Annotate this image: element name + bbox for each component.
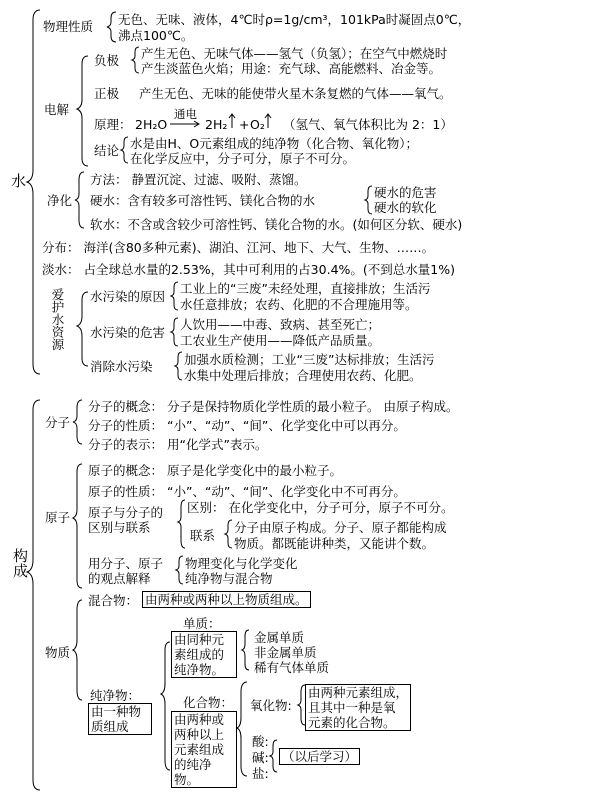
link-l2: 物质。都既能讲种类，又能讲个数。 xyxy=(234,536,435,551)
oxide-def-l1: 由两种元素组成， xyxy=(308,685,409,700)
brace-purify xyxy=(75,172,84,228)
pos-text: 产生无色、无味的能使带火星木条复燃的气体——氧气。 xyxy=(139,86,452,101)
brace-pure xyxy=(161,642,170,770)
compound-def-l1: 由两种或 xyxy=(174,712,225,727)
simple-def-box xyxy=(171,631,237,678)
brace-acid xyxy=(270,740,277,772)
atom-property: 原子的性质： “小”、“动”、“间”、化学变化中不可再分。 xyxy=(88,484,406,499)
brace-harm xyxy=(171,318,178,346)
phys-line2: 沸点100℃。 xyxy=(118,28,194,43)
conclusion-line2: 在化学反应中，分子可分，原子不可分。 xyxy=(130,151,356,166)
compound-def-box xyxy=(171,711,237,788)
principle-condition: 通电 xyxy=(174,107,197,121)
brace-hard xyxy=(365,186,372,214)
oxide-def-l3: 元素的化合物。 xyxy=(308,715,396,730)
atom-label: 原子 xyxy=(45,510,71,525)
brace-water xyxy=(27,10,40,374)
neg-line2: 产生淡蓝色火焰；用途：充气球、高能燃料、冶金等。 xyxy=(141,61,442,76)
purify-methods: 方法： 静置沉淀、过滤、吸附、蒸馏。 xyxy=(90,172,307,187)
base: 碱: xyxy=(252,750,269,765)
simple-kind-nonmetal: 非金属单质 xyxy=(254,645,317,660)
brace-oxide xyxy=(298,685,305,725)
brace-atom xyxy=(73,464,82,588)
harm-line2: 工农业生产使用——降低产品质量。 xyxy=(180,333,381,348)
acid: 酸: xyxy=(252,734,269,749)
brace-phys xyxy=(107,12,116,42)
phys-line1: 无色、无味、液体，4℃时ρ=1g/cm³，101kPa时凝固点0℃， xyxy=(118,12,471,27)
oxide-label: 氧化物: xyxy=(250,698,292,713)
brace-compound xyxy=(237,682,247,776)
brace-relation xyxy=(178,500,185,548)
neg-label: 负极 xyxy=(94,53,120,68)
later-note: （以后学习） xyxy=(279,748,360,765)
prevent-line2: 水集中处理后排放；合理使用农药、化肥。 xyxy=(184,368,422,383)
cause-line1: 工业上的“三废”未经处理，直接排放；生活污 xyxy=(180,281,431,296)
cause-line2: 水任意排放；农药、化肥的不合理施用等。 xyxy=(180,297,418,312)
principle-plus: + xyxy=(239,117,250,132)
brace-protect xyxy=(77,292,88,366)
view-b: 纯净物与混合物 xyxy=(185,571,273,586)
principle-o2: O₂ xyxy=(250,117,265,132)
pure-def-box xyxy=(88,703,152,735)
simple-def-l1: 由同种元 xyxy=(174,632,225,647)
hard-harm: 硬水的危害 xyxy=(374,185,437,200)
prevent-label: 消除水污染 xyxy=(90,359,153,374)
pos-label: 正极 xyxy=(94,86,120,101)
relation-l2: 区别与联系 xyxy=(88,520,151,535)
view-l1: 用分子、原子 xyxy=(88,556,164,571)
brace-conclusion xyxy=(121,137,128,163)
mixture-def: 由两种或两种以上物质组成。 xyxy=(142,591,311,608)
link-label: 联系 xyxy=(190,528,216,543)
harm-line1: 人饮用——中毒、致病、甚至死亡； xyxy=(180,317,381,332)
pure-label: 纯净物： xyxy=(90,688,141,703)
brace-view xyxy=(176,556,183,584)
pure-def-l2: 质组成 xyxy=(91,719,129,734)
principle-note: （氢气、氧气体积比为 2：1） xyxy=(283,117,453,132)
matter-label: 物质 xyxy=(45,645,71,660)
phys-label: 物理性质 xyxy=(43,19,94,34)
cause-label: 水污染的原因 xyxy=(90,289,166,304)
brace-neg xyxy=(132,47,139,73)
brace-link xyxy=(225,520,232,548)
hard-soften: 硬水的软化 xyxy=(374,200,437,215)
simple-label: 单质： xyxy=(183,616,221,631)
simple-kind-metal: 金属单质 xyxy=(254,630,305,645)
molecule-property: 分子的性质： “小”、“动”、“间”、化学变化中可以再分。 xyxy=(88,418,406,433)
h2-up-arrow xyxy=(229,114,235,128)
harm-label: 水污染的危害 xyxy=(90,325,166,340)
electrolysis-label: 电解 xyxy=(44,102,70,117)
mixture-label: 混合物： xyxy=(88,593,139,608)
oxide-def-l2: 且其中一种是氧 xyxy=(308,700,396,715)
conclusion-line1: 水是由H、O元素组成的纯净物（化合物、氧化物）； xyxy=(130,136,418,151)
principle-label: 原理： xyxy=(94,117,132,132)
distribution: 分布： 海洋(含80多种元素)、湖泊、江河、地下、大气、生物、……。 xyxy=(42,240,435,255)
brace-cause xyxy=(171,282,178,310)
compound-def-l2: 两种以上 xyxy=(174,727,225,742)
protect-label: 爱护水资源 xyxy=(50,288,65,351)
compound-label: 化合物： xyxy=(183,695,234,710)
purify-hard: 硬水：含有较多可溶性钙、镁化合物的水 xyxy=(90,193,316,208)
simple-def-l2: 素组成的 xyxy=(174,647,225,662)
molecule-represent: 分子的表示： 用“化学式”表示。 xyxy=(88,437,268,452)
pure-def-l1: 由一种物 xyxy=(91,704,142,719)
compound-def-l4: 的纯净物。 xyxy=(174,757,212,787)
compound-def-l3: 元素组成 xyxy=(174,742,225,757)
brace-composition xyxy=(27,400,40,790)
root-water: 水 xyxy=(11,172,27,190)
simple-kind-noble: 稀有气体单质 xyxy=(254,660,330,675)
oxide-def-box xyxy=(305,684,411,731)
principle-lhs: 2H₂O xyxy=(135,117,168,132)
simple-def-l3: 纯净物。 xyxy=(174,662,225,677)
neg-line1: 产生无色、无味气体——氢气（负氢）；在空气中燃烧时 xyxy=(141,46,448,61)
prevent-line1: 加强水质检测；工业“三废”达标排放；生活污 xyxy=(184,352,435,367)
brace-molecule xyxy=(73,400,82,444)
view-l2: 的观点解释 xyxy=(88,571,151,586)
salt: 盐: xyxy=(252,766,269,781)
purify-label: 净化 xyxy=(47,193,73,208)
molecule-concept: 分子的概念： 分子是保持物质化学性质的最小粒子。 由原子构成。 xyxy=(88,399,459,414)
link-l1: 分子由原子构成。分子、原子都能构成 xyxy=(234,520,447,535)
brace-simple xyxy=(242,630,249,670)
view-a: 物理变化与化学变化 xyxy=(185,556,298,571)
root-composition: 构成 xyxy=(11,548,29,578)
purify-soft: 软水：不含或含较少可溶性钙、镁化合物的水。(如何区分软、硬水) xyxy=(90,217,463,232)
brace-electrolysis xyxy=(77,56,88,166)
conclusion-label: 结论 xyxy=(94,143,120,158)
fresh-water: 淡水： 占全球总水量的2.53%，其中可利用的占30.4%。(不到总水量1%) xyxy=(42,262,455,277)
relation-diff: 区别： 在化学变化中，分子可分，原子不可分。 xyxy=(187,500,454,515)
o2-up-arrow xyxy=(265,114,271,128)
brace-matter xyxy=(73,600,82,700)
principle-h2: 2H₂ xyxy=(205,117,228,132)
brace-prevent xyxy=(175,352,182,380)
relation-l1: 原子与分子的 xyxy=(88,505,164,520)
molecule-label: 分子 xyxy=(45,415,71,430)
atom-concept: 原子的概念： 原子是化学变化中的最小粒子。 xyxy=(88,463,342,478)
